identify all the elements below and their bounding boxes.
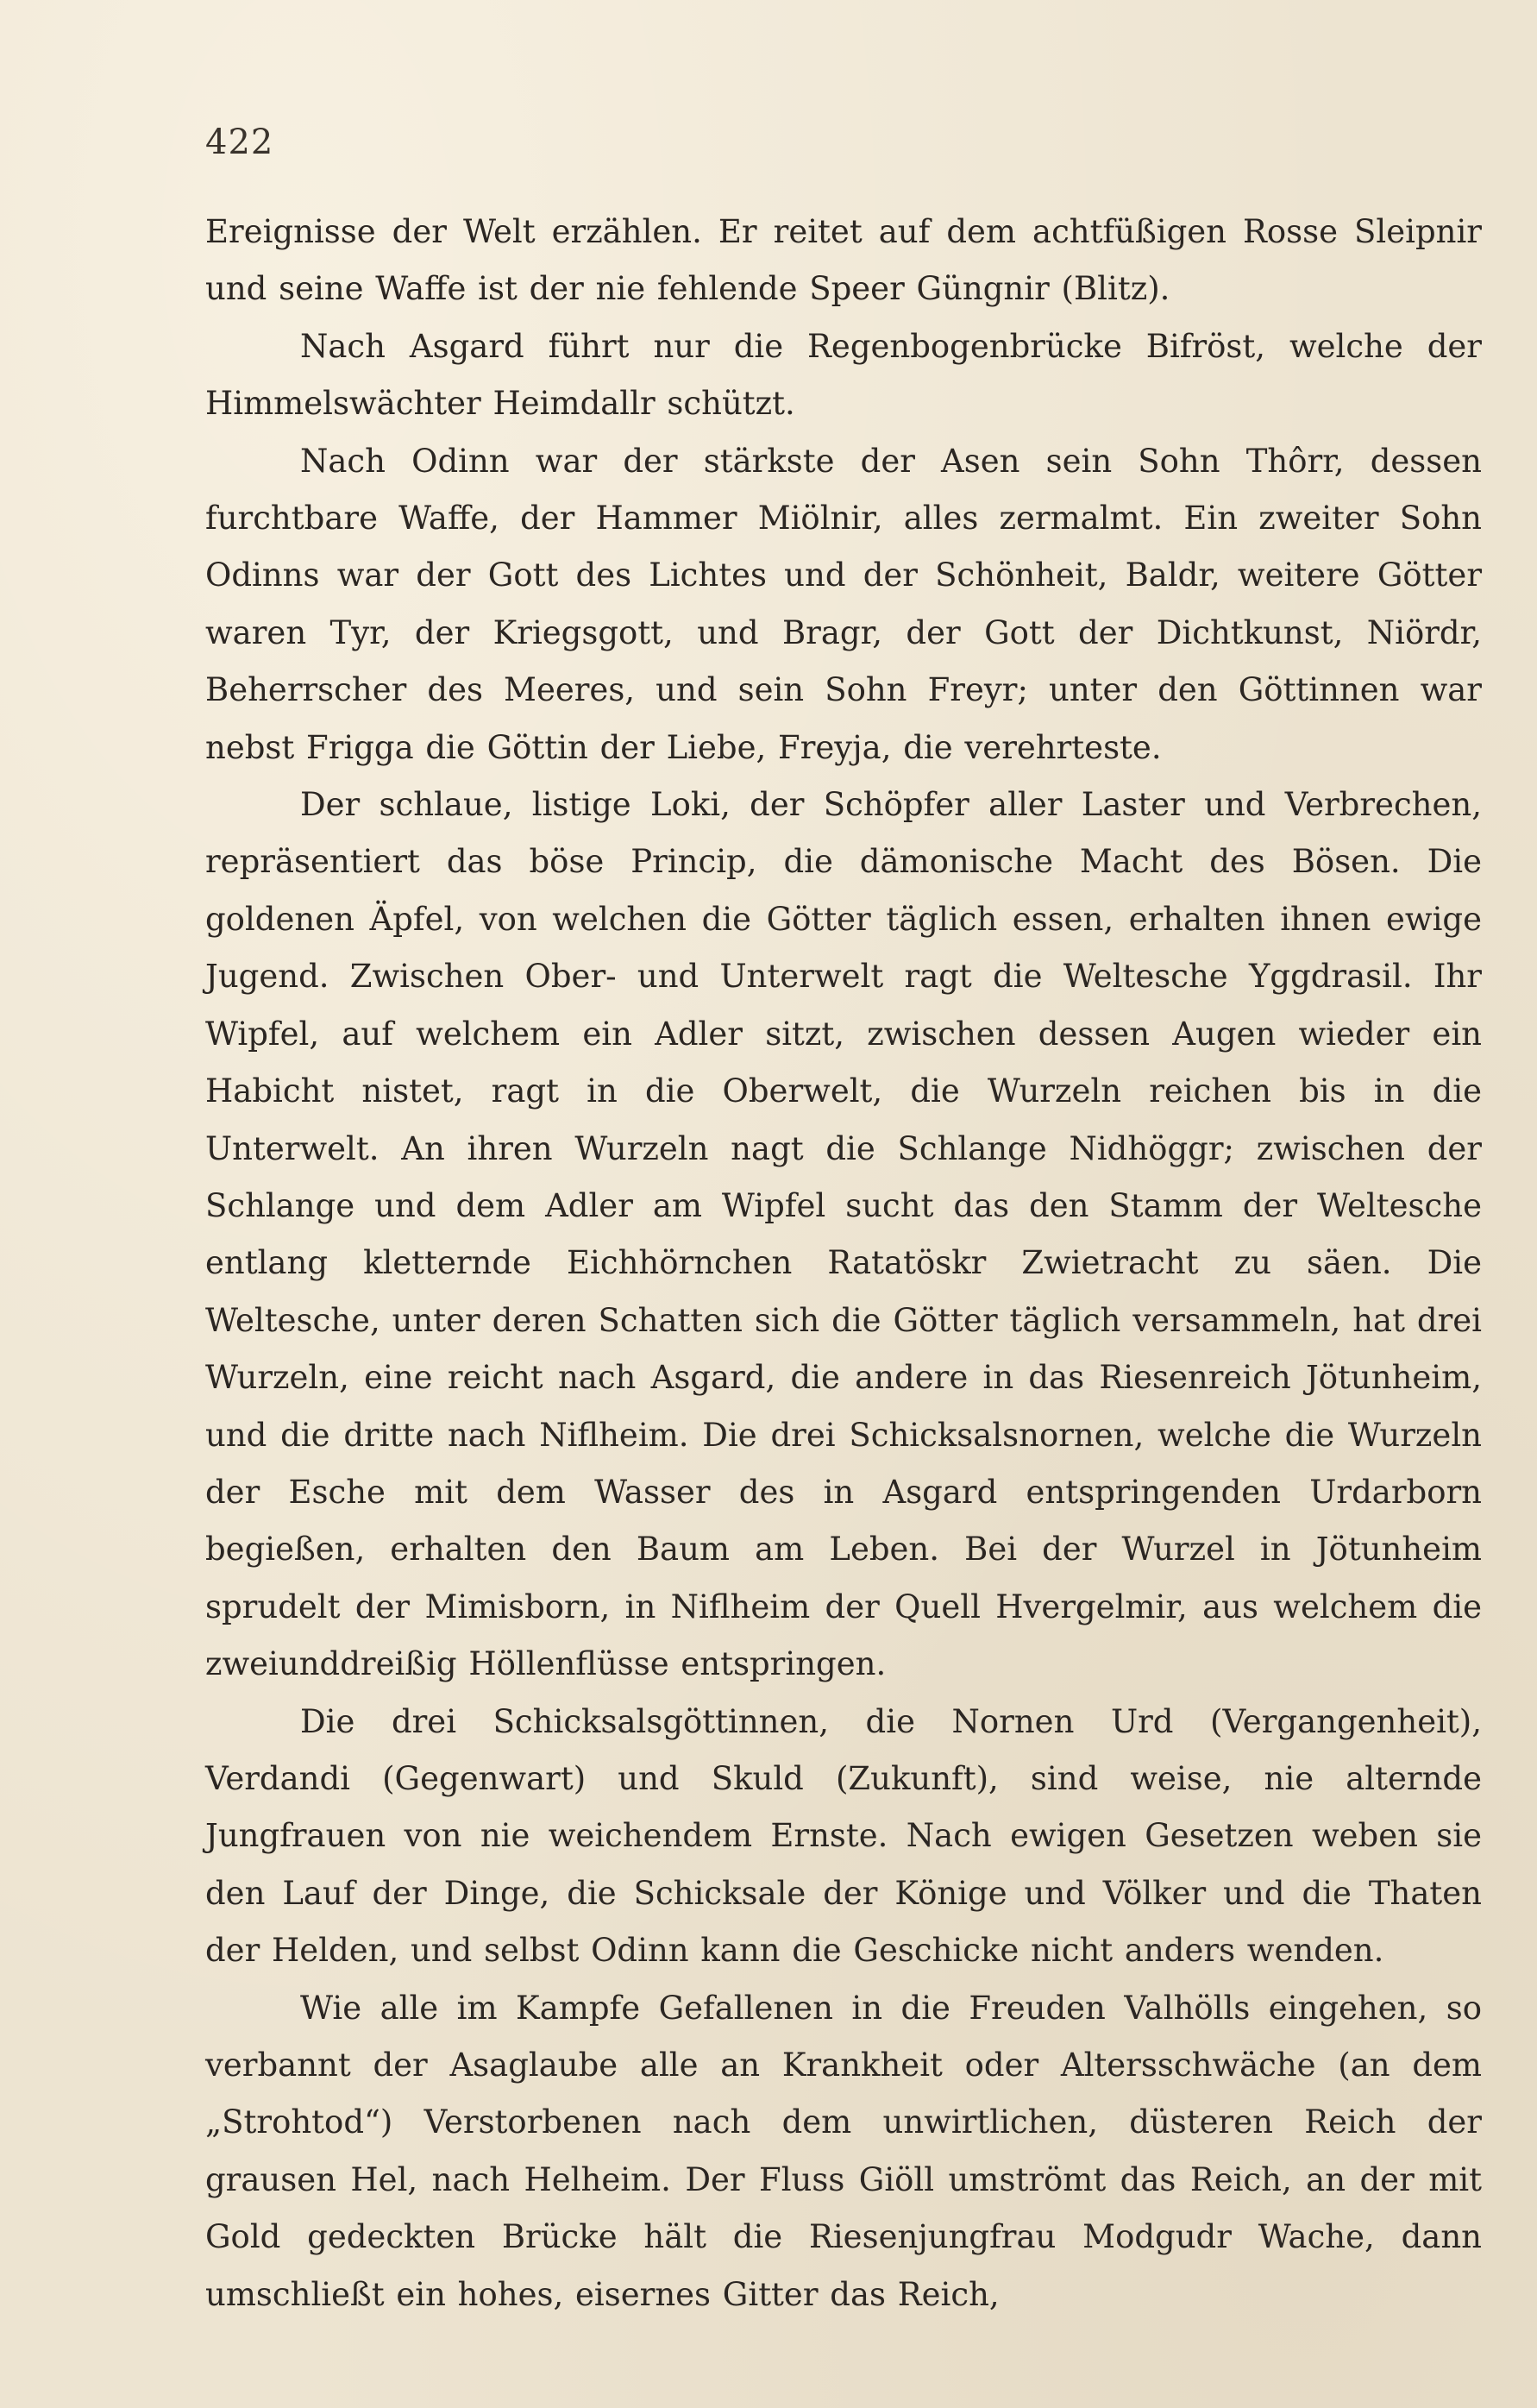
page-number: 422 — [205, 123, 274, 162]
paragraph-6: Wie alle im Kampfe Gefallenen in die Freuden Valhölls eingehen, so verbannt der Asaglaube alle an Krankheit oder Altersschwäche (an dem „Strohtod“) Verstorbenen nach dem unwirtlichen, düsteren Reich der grausen Hel, nach Helheim. Der Fluss Giöll umströmt das Reich, an der mit Gold gedeckten Brücke hält die Riesenjungfrau Modgudr Wache, dann umschließt ein hohes, eisernes Gitter das Reich, — [205, 1989, 1482, 2313]
paragraph-1: Ereignisse der Welt erzählen. Er reitet auf dem achtfüßigen Rosse Sleipnir und seine Waffe ist der nie fehlende Speer Güngnir (Blitz). — [205, 213, 1482, 308]
paragraph-3: Nach Odinn war der stärkste der Asen sein Sohn Thôrr, dessen furchtbare Waffe, der Hammer Miölnir, alles zermalmt. Ein zweiter Sohn Odinns war der Gott des Lichtes und der Schönheit, Baldr, weitere Götter waren Tyr, der Kriegsgott, und Bragr, der Gott der Dichtkunst, Niördr, Beherrscher des Meeres, und sein Sohn Freyr; unter den Göttinnen war nebst Frigga die Göttin der Liebe, Freyja, die verehrteste. — [205, 442, 1482, 766]
paragraph-2: Nach Asgard führt nur die Regenbogenbrücke Bifröst, welche der Himmelswächter Heimdallr schützt. — [205, 327, 1482, 423]
body-text — [205, 204, 1482, 2323]
paragraph-4: Der schlaue, listige Loki, der Schöpfer aller Laster und Verbrechen, repräsentiert das böse Princip, die dämonische Macht des Bösen. Die goldenen Äpfel, von welchen die Götter täglich essen, erhalten ihnen ewige Jugend. Zwischen Ober- und Unterwelt ragt die Weltesche Yggdrasil. Ihr Wipfel, auf welchem ein Adler sitzt, zwischen dessen Augen wieder ein Habicht nistet, ragt in die Oberwelt, die Wurzeln reichen bis in die Unterwelt. An ihren Wurzeln nagt die Schlange Nidhöggr; zwischen der Schlange und dem Adler am Wipfel sucht das den Stamm der Weltesche entlang kletternde Eichhörnchen Ratatöskr Zwietracht zu säen. Die Weltesche, unter deren Schatten sich die Götter täglich versammeln, hat drei Wurzeln, eine reicht nach Asgard, die andere in das Riesenreich Jötunheim, und die dritte nach Niflheim. Die drei Schicksalsnornen, welche die Wurzeln der Esche mit dem Wasser des in Asgard entspringenden Urdarborn begießen, erhalten den Baum am Leben. Bei der Wurzel in Jötunheim sprudelt der Mimisborn, in Niflheim der Quell Hvergelmir, aus welchem die zweiunddreißig Höllenflüsse entspringen. — [205, 786, 1482, 1683]
paragraph-5: Die drei Schicksalsgöttinnen, die Nornen Urd (Vergangenheit), Verdandi (Gegenwart) und Skuld (Zukunft), sind weise, nie alternde Jungfrauen von nie weichendem Ernste. Nach ewigen Gesetzen weben sie den Lauf der Dinge, die Schicksale der Könige und Völker und die Thaten der Helden, und selbst Odinn kann die Geschicke nicht anders wenden. — [205, 1702, 1482, 1970]
